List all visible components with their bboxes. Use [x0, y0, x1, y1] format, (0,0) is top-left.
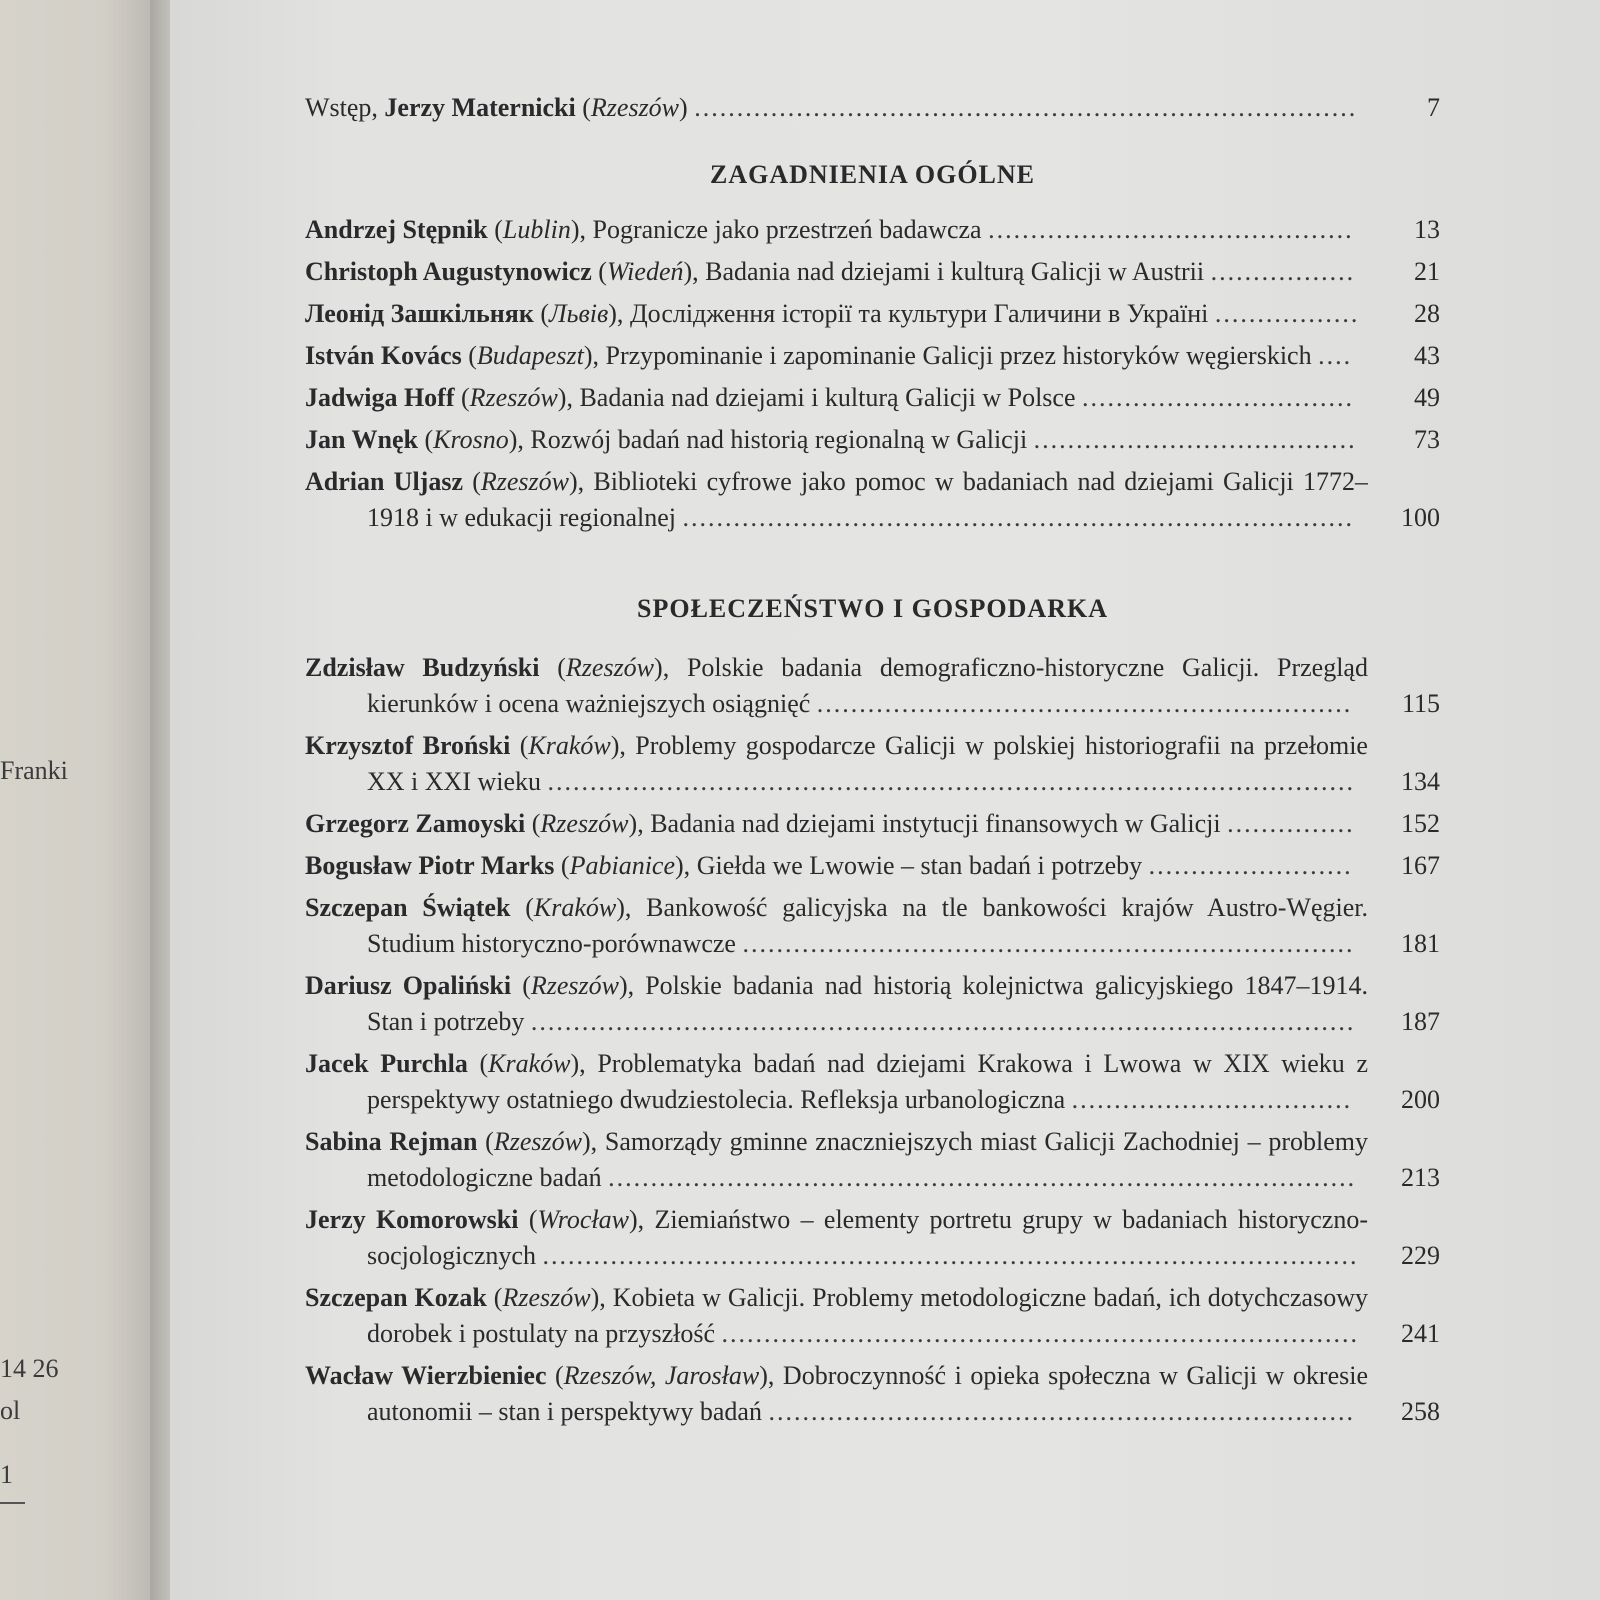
toc-entry[interactable] [305, 968, 1440, 1040]
toc-entry[interactable] [305, 848, 1440, 884]
toc-author: István Kovács [305, 341, 462, 370]
toc-page-number: 7 [1427, 93, 1440, 122]
toc-leader-dots: ................. [1210, 257, 1356, 286]
toc-author: Леонід Зашкільняк [305, 299, 534, 328]
toc-author: Dariusz Opaliński [305, 971, 512, 1000]
toc-author: Adrian Uljasz [305, 467, 463, 496]
toc-location: Rzeszów [565, 653, 655, 682]
section-heading: ZAGADNIENIA OGÓLNE [710, 160, 1035, 189]
toc-title: Biblioteki cyfrowe jako pomoc w badaniach nad dziejami Galicji 1772–1918 i w edukacji regionalnej [367, 467, 1368, 532]
toc-lead: Wstęp, [305, 93, 385, 122]
toc-leader-dots: ............................................................................................... [547, 767, 1356, 796]
toc-entry-intro[interactable] [305, 90, 1440, 126]
toc-page-number: 229 [1401, 1241, 1440, 1270]
toc-entry-text: Jerzy Komorowski (Wrocław), Ziemiaństwo – elementy portretu grupy w badaniach historyczno-socjologicznych ................................................................................................ [305, 1205, 1368, 1270]
toc-author: Jerzy Komorowski [305, 1205, 519, 1234]
toc-entry-text: Sabina Rejman (Rzeszów), Samorządy gminne znaczniejszych miast Galicji Zachodniej – problemy metodologiczne badań ........................................................................................ [305, 1127, 1368, 1192]
toc-leader-dots: .............................................................................. [694, 93, 1358, 122]
left-page-fragment: 1 [0, 1460, 13, 1489]
toc-author: Jadwiga Hoff [305, 383, 455, 412]
table-of-contents [305, 90, 1440, 1436]
toc-leader-dots: ........................................................................ [742, 929, 1355, 958]
toc-page-number: 200 [1401, 1085, 1440, 1114]
toc-location: Rzeszów [480, 467, 569, 496]
left-page-fragment: ol [0, 1396, 21, 1425]
toc-entry[interactable] [305, 1280, 1440, 1352]
toc-location: Rzeszów [469, 383, 558, 412]
toc-title: Przypominanie i zapominanie Galicji przez historyków węgierskich [605, 341, 1312, 370]
toc-location: Lublin [502, 215, 571, 244]
toc-location: Wrocław [537, 1205, 629, 1234]
toc-location: Львів [549, 299, 609, 328]
toc-title: Problemy gospodarcze Galicji w polskiej historiografii na przełomie XX i XXI wieku [367, 731, 1368, 796]
toc-title: Samorządy gminne znaczniejszych miast Galicji Zachodniej – problemy metodologiczne badań [367, 1127, 1368, 1192]
toc-page-number: 213 [1401, 1163, 1440, 1192]
toc-page-number: 13 [1414, 215, 1440, 244]
toc-author: Bogusław Piotr Marks [305, 851, 555, 880]
toc-leader-dots: ................................. [1071, 1085, 1353, 1114]
toc-title: Badania nad dziejami i kulturą Galicji w Polsce [579, 383, 1076, 412]
toc-leader-dots: ................. [1214, 299, 1360, 328]
toc-leader-dots: ................................................................................................ [542, 1241, 1359, 1270]
toc-author: Jerzy Maternicki [384, 93, 576, 122]
toc-page-number: 258 [1401, 1397, 1440, 1426]
toc-title: Problematyka badań nad dziejami Krakowa i Lwowa w XIX wieku z perspektywy ostatniego dwudziestolecia. Refleksja urbanologiczna [367, 1049, 1368, 1114]
toc-title: Rozwój badań nad historią regionalną w Galicji [530, 425, 1028, 454]
toc-page-number: 181 [1401, 929, 1440, 958]
toc-author: Christoph Augustynowicz [305, 257, 592, 286]
toc-entry[interactable] [305, 890, 1440, 962]
toc-leader-dots: ............... [1227, 809, 1355, 838]
toc-location: Kraków [533, 893, 617, 922]
toc-leader-dots: ...................................... [1033, 425, 1357, 454]
toc-entry-text: István Kovács (Budapeszt), Przypominanie i zapominanie Galicji przez historyków węgierskich .... [305, 341, 1353, 370]
toc-entry-text: Wstęp, Jerzy Maternicki (Rzeszów) .............................................................................. [305, 93, 1358, 122]
toc-page-number: 167 [1401, 851, 1440, 880]
toc-leader-dots: ........................ [1148, 851, 1353, 880]
toc-entry-text: Dariusz Opaliński (Rzeszów), Polskie badania nad historią kolejnictwa galicyjskiego 1847–1914. Stan i potrzeby ................................................................................................. [305, 971, 1368, 1036]
toc-page-number: 73 [1414, 425, 1440, 454]
toc-location: Budapeszt [476, 341, 584, 370]
toc-entry[interactable] [305, 1202, 1440, 1274]
toc-entry[interactable] [305, 1124, 1440, 1196]
toc-entry-text: Jacek Purchla (Kraków), Problematyka badań nad dziejami Krakowa i Lwowa w XIX wieku z perspektywy ostatniego dwudziestolecia. Refleksja urbanologiczna ................................. [305, 1049, 1368, 1114]
toc-entry-text: Grzegorz Zamoyski (Rzeszów), Badania nad dziejami instytucji finansowych w Galicji ............... [305, 809, 1355, 838]
toc-entry-text: Jan Wnęk (Krosno), Rozwój badań nad historią regionalną w Galicji ...................................... [305, 425, 1357, 454]
toc-sections [305, 160, 1440, 1430]
toc-leader-dots: ............................................................................... [682, 503, 1355, 532]
toc-leader-dots: .... [1318, 341, 1353, 370]
toc-entry[interactable] [305, 1358, 1440, 1430]
toc-entry[interactable] [305, 296, 1440, 332]
toc-title: Dobroczynność i opieka społeczna w Galicji w okresie autonomii – stan i perspektywy badań [367, 1361, 1368, 1426]
toc-title: Ziemiaństwo – elementy portretu grupy w badaniach historyczno-socjologicznych [367, 1205, 1368, 1270]
toc-page-number: 152 [1401, 809, 1440, 838]
toc-author: Jacek Purchla [305, 1049, 468, 1078]
toc-entry[interactable] [305, 338, 1440, 374]
toc-entry[interactable] [305, 380, 1440, 416]
toc-location: Kraków [528, 731, 611, 760]
toc-location: Rzeszów [502, 1283, 591, 1312]
toc-entry-text: Zdzisław Budzyński (Rzeszów), Polskie badania demograficzno-historyczne Galicji. Przegląd kierunków i ocena ważniejszych osiągnięć ............................................................... [305, 653, 1368, 718]
toc-author: Sabina Rejman [305, 1127, 478, 1156]
toc-title: Дослідження історії та культури Галичини в Україні [629, 299, 1209, 328]
toc-author: Wacław Wierzbieniec [305, 1361, 547, 1390]
toc-leader-dots: ................................ [1082, 383, 1354, 412]
toc-entry-text: Andrzej Stępnik (Lublin), Pogranicze jako przestrzeń badawcza ........................................... [305, 215, 1354, 244]
toc-location: Pabianice [569, 851, 676, 880]
toc-page-number: 187 [1401, 1007, 1440, 1036]
toc-title: Bankowość galicyjska na tle bankowości krajów Austro-Węgier. Studium historyczno-porównawcze [367, 893, 1368, 958]
toc-entry[interactable] [305, 422, 1440, 458]
toc-author: Szczepan Kozak [305, 1283, 487, 1312]
toc-location: Rzeszów [530, 971, 619, 1000]
toc-leader-dots: ................................................................................................. [530, 1007, 1356, 1036]
toc-entry[interactable] [305, 254, 1440, 290]
toc-title: Badania nad dziejami i kulturą Galicji w Austrii [705, 257, 1205, 286]
toc-entry[interactable] [305, 212, 1440, 248]
toc-entry-text: Szczepan Kozak (Rzeszów), Kobieta w Galicji. Problemy metodologiczne badań, ich dotychczasowy dorobek i postulaty na przyszłość ........................................................................... [305, 1283, 1368, 1348]
toc-author: Krzysztof Broński [305, 731, 511, 760]
toc-location: Kraków [488, 1049, 571, 1078]
toc-entry-text: Adrian Uljasz (Rzeszów), Biblioteki cyfrowe jako pomoc w badaniach nad dziejami Galicji 1772–1918 i w edukacji regionalnej ............................................................................... [305, 467, 1368, 532]
toc-title: Giełda we Lwowie – stan badań i potrzeby [696, 851, 1143, 880]
toc-entry-text: Christoph Augustynowicz (Wiedeń), Badania nad dziejami i kulturą Galicji w Austrii ................. [305, 257, 1356, 286]
toc-author: Jan Wnęk [305, 425, 418, 454]
left-page-edge [0, 0, 150, 1600]
toc-location: Wiedeń [606, 257, 684, 286]
toc-location: Rzeszów, Jarosław [563, 1361, 760, 1390]
toc-entry[interactable] [305, 464, 1440, 536]
toc-leader-dots: ..................................................................... [768, 1397, 1355, 1426]
toc-location: Rzeszów [590, 93, 680, 122]
toc-entry-text: Jadwiga Hoff (Rzeszów), Badania nad dziejami i kulturą Galicji w Polsce ................................ [305, 383, 1354, 412]
toc-entry[interactable] [305, 1046, 1440, 1118]
toc-page-number: 43 [1414, 341, 1440, 370]
toc-title: Pogranicze jako przestrzeń badawcza [592, 215, 982, 244]
toc-entry-text: Леонід Зашкільняк (Львів), Дослідження історії та культури Галичини в Україні ................. [305, 299, 1360, 328]
toc-location: Rzeszów [540, 809, 629, 838]
toc-entry-text: Wacław Wierzbieniec (Rzeszów, Jarosław), Dobroczynność i opieka społeczna w Galicji w okresie autonomii – stan i perspektywy badań ..................................................................... [305, 1361, 1368, 1426]
toc-page-number: 115 [1401, 689, 1440, 718]
toc-location: Krosno [433, 425, 509, 454]
toc-page-number: 49 [1414, 383, 1440, 412]
toc-author: Grzegorz Zamoyski [305, 809, 526, 838]
toc-author: Andrzej Stępnik [305, 215, 488, 244]
toc-author: Szczepan Świątek [305, 893, 511, 922]
toc-entry[interactable] [305, 650, 1440, 722]
toc-page-number: 134 [1401, 767, 1440, 796]
toc-page-number: 241 [1401, 1319, 1440, 1348]
toc-title: Kobieta w Galicji. Problemy metodologiczne badań, ich dotychczasowy dorobek i postulaty na przyszłość [367, 1283, 1368, 1348]
toc-leader-dots: ............................................................... [816, 689, 1353, 718]
section-heading: SPOŁECZEŃSTWO I GOSPODARKA [637, 594, 1108, 623]
toc-title: Polskie badania nad historią kolejnictwa galicyjskiego 1847–1914. Stan i potrzeby [367, 971, 1368, 1036]
toc-leader-dots: ........................................................................... [721, 1319, 1360, 1348]
toc-page-number: 21 [1414, 257, 1440, 286]
toc-entry-text: Bogusław Piotr Marks (Pabianice), Giełda we Lwowie – stan badań i potrzeby ........................ [305, 851, 1353, 880]
toc-author: Zdzisław Budzyński [305, 653, 540, 682]
toc-location: Rzeszów [493, 1127, 582, 1156]
toc-leader-dots: ........................................... [988, 215, 1354, 244]
toc-entry-text: Krzysztof Broński (Kraków), Problemy gospodarcze Galicji w polskiej historiografii na przełomie XX i XXI wieku ............................................................................................... [305, 731, 1368, 796]
toc-title: Polskie badania demograficzno-historyczne Galicji. Przegląd kierunków i ocena ważniejszych osiągnięć [367, 653, 1368, 718]
toc-entry[interactable] [305, 806, 1440, 842]
toc-page-number: 100 [1401, 503, 1440, 532]
left-page-fragment: Franki [0, 756, 68, 785]
toc-leader-dots: ........................................................................................ [608, 1163, 1357, 1192]
left-page-rule [0, 1502, 25, 1504]
toc-page-number: 28 [1414, 299, 1440, 328]
left-page-fragment: 14 26 [0, 1354, 59, 1383]
toc-entry-text: Szczepan Świątek (Kraków), Bankowość galicyjska na tle bankowości krajów Austro-Węgier. Studium historyczno-porównawcze ........................................................................ [305, 893, 1368, 958]
toc-title: Badania nad dziejami instytucji finansowych w Galicji [650, 809, 1221, 838]
toc-entry[interactable] [305, 728, 1440, 800]
